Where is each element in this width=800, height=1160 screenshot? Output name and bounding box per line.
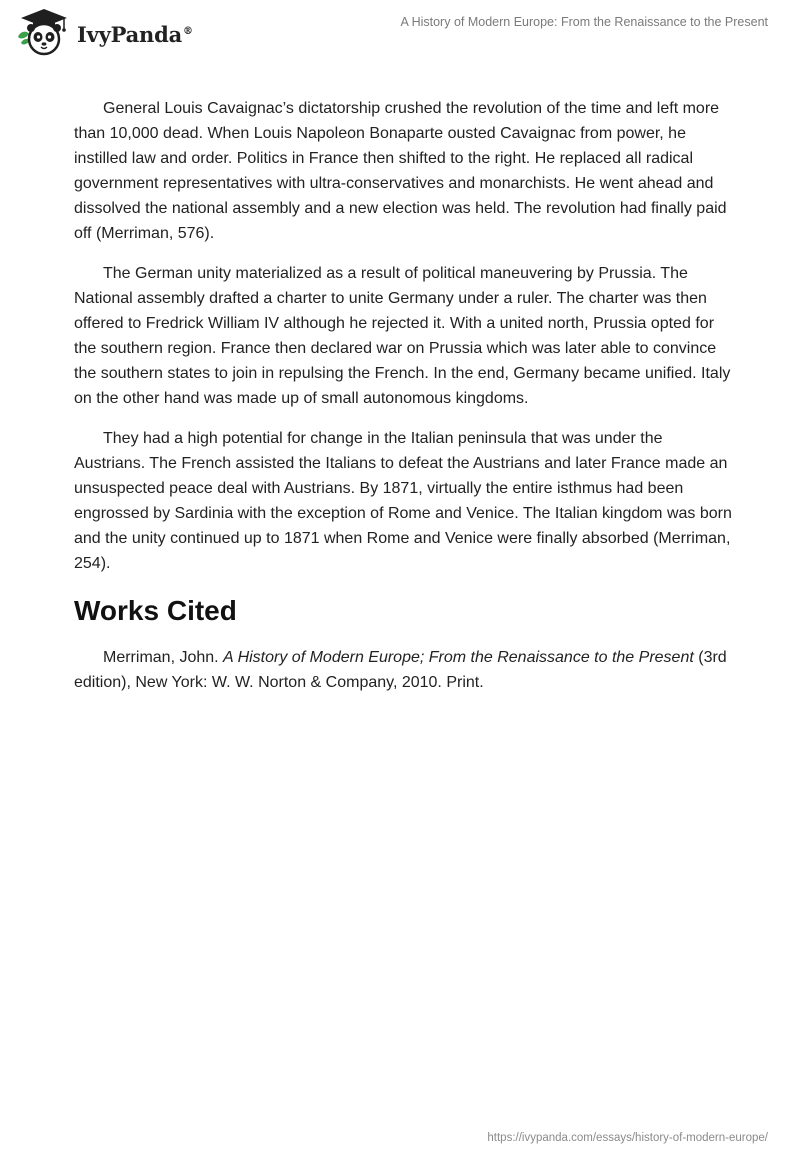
works-cited-heading: Works Cited — [74, 595, 237, 626]
citation-entry — [74, 645, 734, 695]
document-title: A History of Modern Europe: From the Renaissance to the Present — [400, 15, 768, 29]
citation-title: A History of Modern Europe; From the Renaissance to the Present — [223, 649, 694, 666]
essay-content — [74, 96, 734, 695]
body-paragraph: They had a high potential for change in the Italian peninsula that was under the Austrians. The French assisted the Italians to defeat the Austrians and later France made an unsuspected peace deal with Austrians. By 1871, virtually the entire isthmus had been engrossed by Sardinia with the exception of Rome and Venice. The Italian kingdom was born and the unity continued up to 1871 when Rome and Venice were finally absorbed (Merriman, 254). — [74, 430, 732, 572]
logo-wordmark — [77, 22, 193, 47]
citation-details: (3rd edition), New York: W. W. Norton & Company, 2010. Print. — [74, 649, 727, 691]
registered-mark: ® — [183, 25, 193, 37]
panda-graduation-cap-icon — [15, 7, 73, 57]
logo-text: IvyPanda — [77, 21, 183, 47]
body-paragraph: The German unity materialized as a result of political maneuvering by Prussia. The National assembly drafted a charter to unite Germany under a ruler. The charter was then offered to Fredrick William IV although he rejected it. With a united north, Prussia opted for the southern region. France then declared war on Prussia which was later able to convince the southern states to join in repulsing the French. In the end, Germany became unified. Italy on the other hand was made up of small autonomous kingdoms. — [74, 265, 731, 407]
source-url-link[interactable]: https://ivypanda.com/essays/history-of-modern-europe/ — [487, 1132, 768, 1144]
ivypanda-logo[interactable] — [15, 7, 193, 57]
page-header — [0, 0, 800, 60]
body-paragraph: General Louis Cavaignac’s dictatorship crushed the revolution of the time and left more than 10,000 dead. When Louis Napoleon Bonaparte ousted Cavaignac from power, he instilled law and order. Politics in France then shifted to the right. He replaced all radical government representatives with ultra-conservatives and monarchists. He went ahead and dissolved the national assembly and a new election was held. The revolution had finally paid off (Merriman, 576). — [74, 100, 727, 242]
citation-author: Merriman, John. — [103, 649, 224, 666]
